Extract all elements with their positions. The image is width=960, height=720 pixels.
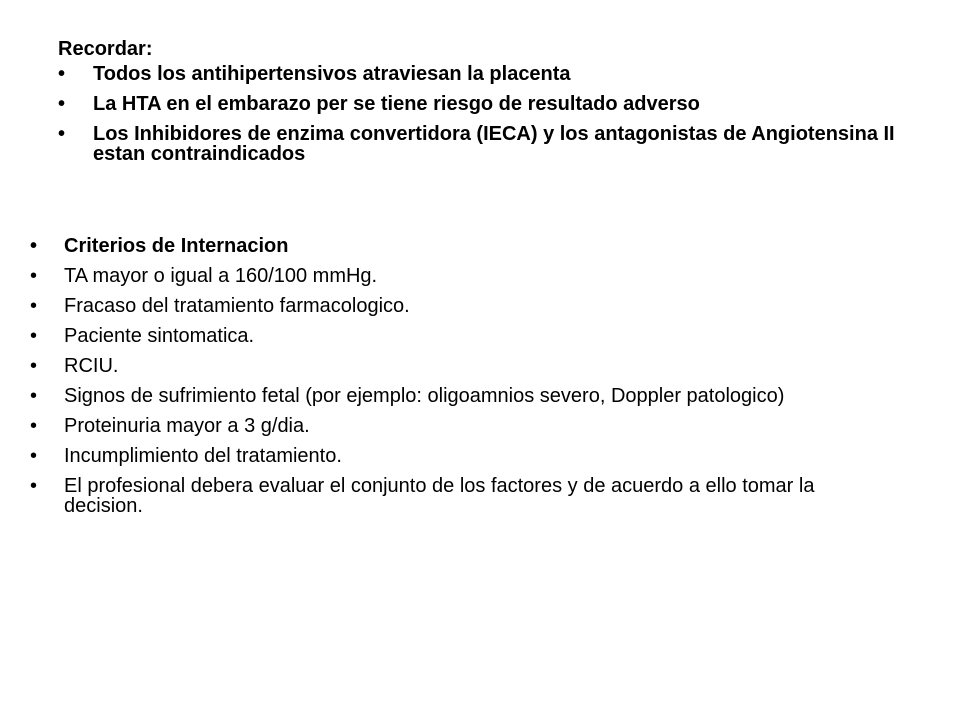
criterios-item — [30, 296, 890, 316]
recordar-item-text: Los Inhibidores de enzima convertidora (IECA) y los antagonistas de Angiotensina II estan contraindicados — [93, 123, 895, 165]
criterios-item — [30, 356, 890, 376]
recordar-item — [58, 124, 918, 164]
criterios-item-text: TA mayor o igual a 160/100 mmHg. — [64, 265, 378, 287]
bullet-icon: • — [30, 355, 38, 377]
criterios-title: Criterios de Internacion — [64, 235, 289, 257]
criterios-item — [30, 326, 890, 346]
recordar-heading: Recordar: — [58, 38, 153, 60]
criterios-item — [30, 266, 890, 286]
recordar-list — [58, 64, 918, 164]
bullet-icon: • — [58, 123, 66, 145]
bullet-icon: • — [30, 475, 38, 497]
recordar-item-text: La HTA en el embarazo per se tiene riesgo de resultado adverso — [93, 93, 700, 115]
criterios-item-text: RCIU. — [64, 355, 119, 377]
criterios-item-text: Paciente sintomatica. — [64, 325, 255, 347]
criterios-item — [30, 446, 890, 466]
criterios-title-item — [30, 236, 890, 256]
criterios-item — [30, 416, 890, 436]
criterios-section — [30, 236, 890, 526]
recordar-section — [58, 36, 918, 174]
recordar-item — [58, 64, 918, 84]
criterios-item-text: El profesional debera evaluar el conjunto de los factores y de acuerdo a ello tomar la decision. — [64, 475, 815, 517]
bullet-icon: • — [58, 93, 66, 115]
recordar-item — [58, 94, 918, 114]
bullet-icon: • — [30, 445, 38, 467]
bullet-icon: • — [30, 295, 38, 317]
criterios-item-text: Proteinuria mayor a 3 g/dia. — [64, 415, 310, 437]
bullet-icon: • — [30, 415, 38, 437]
bullet-icon: • — [30, 325, 38, 347]
criterios-item-text: Incumplimiento del tratamiento. — [64, 445, 342, 467]
bullet-icon: • — [58, 63, 66, 85]
criterios-item-text: Fracaso del tratamiento farmacologico. — [64, 295, 410, 317]
criterios-item-text: Signos de sufrimiento fetal (por ejemplo: oligoamnios severo, Doppler patologico) — [64, 385, 785, 407]
recordar-item-text: Todos los antihipertensivos atraviesan la placenta — [93, 63, 571, 85]
criterios-item — [30, 476, 890, 516]
criterios-list — [30, 236, 890, 516]
bullet-icon: • — [30, 385, 38, 407]
bullet-icon: • — [30, 235, 38, 257]
criterios-item — [30, 386, 890, 406]
bullet-icon: • — [30, 265, 38, 287]
